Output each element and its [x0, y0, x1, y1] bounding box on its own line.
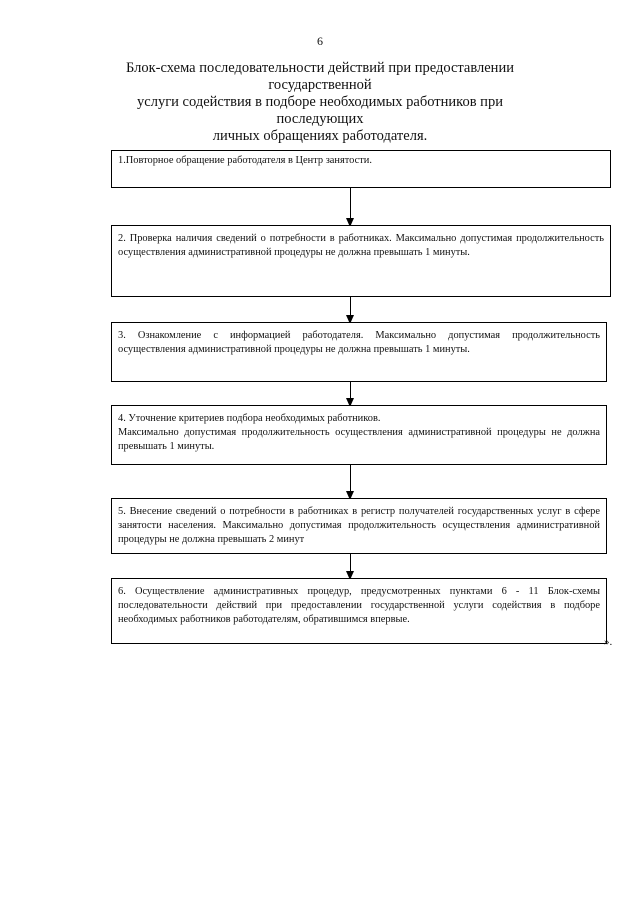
document-title — [100, 60, 540, 145]
step-1-box — [111, 150, 611, 188]
step-3-box — [111, 322, 607, 382]
title-line-3: личных обращениях работодателя. — [212, 128, 428, 144]
step-5-box — [111, 498, 607, 554]
step-2-box — [111, 225, 611, 297]
title-line-1: Блок-схема последовательности действий при предоставлении государственной — [126, 60, 514, 93]
step-4-box — [111, 405, 607, 465]
arrow-3-4 — [350, 382, 351, 406]
page-number: 6 — [317, 34, 323, 48]
title-line-2: услуги содействия в подборе необходимых работников при последующих — [137, 94, 503, 127]
closing-quote: ». — [604, 636, 613, 648]
step-4-line-2: Максимально допустимая продолжительность осуществления административной процедуры не должна превышать 1 минуты. — [118, 427, 600, 452]
step-5-text: 5. Внесение сведений о потребности в работниках в регистр получателей государственных услуг в сфере занятости населения. Максимально допустимая продолжительность осуществления административной процедуры не должна превышать 2 минут — [118, 506, 600, 545]
step-2-text: 2. Проверка наличия сведений о потребности в работниках. Максимально допустимая продолжительность осуществления административной процедуры не должна превышать 1 минуты. — [118, 233, 604, 258]
step-6-box — [111, 578, 607, 644]
arrow-5-6 — [350, 554, 351, 579]
step-1-text: 1.Повторное обращение работодателя в Центр занятости. — [118, 155, 372, 166]
arrow-2-3 — [350, 297, 351, 323]
step-4-line-1: 4. Уточнение критериев подбора необходимых работников. — [118, 413, 381, 424]
step-6-text: 6. Осуществление административных процедур, предусмотренных пунктами 6 - 11 Блок-схемы последовательности действий при предоставлении государственной услуги содействия в подборе необходимых работников работодателям, обратившимся впервые. — [118, 586, 600, 625]
step-3-text: 3. Ознакомление с информацией работодателя. Максимально допустимая продолжительность осуществления административной процедуры не должна превышать 1 минуты. — [118, 330, 600, 355]
arrow-1-2 — [350, 188, 351, 226]
arrow-4-5 — [350, 465, 351, 499]
